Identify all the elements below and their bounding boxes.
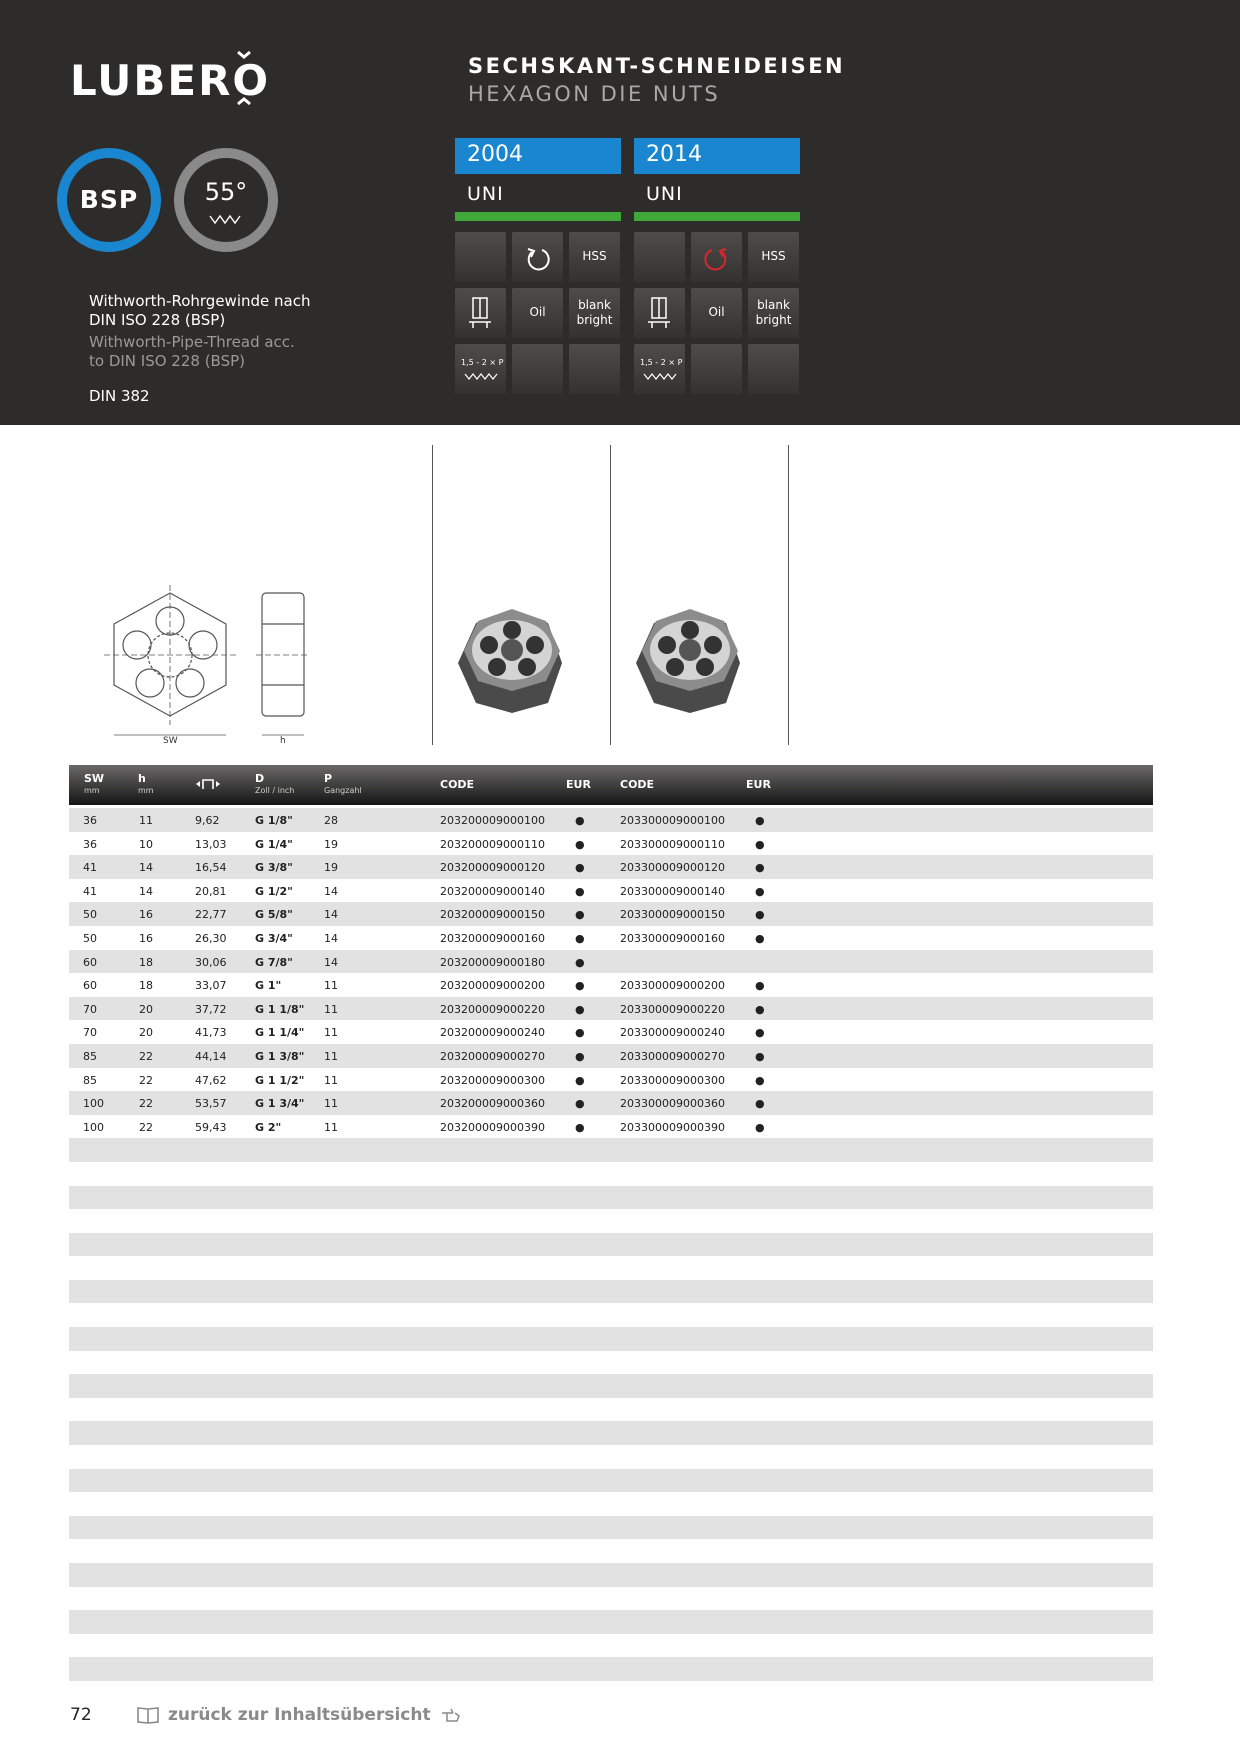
cell-d: G 1/4": [255, 837, 293, 851]
rotation-left-icon: [691, 232, 742, 282]
cell-p: 11: [324, 1120, 338, 1134]
description-en-line2: to DIN ISO 228 (BSP): [89, 352, 246, 370]
back-to-toc-label: zurück zur Inhaltsübersicht: [168, 1705, 431, 1725]
cell-eur2: ●: [755, 1120, 765, 1134]
cell-code2: 203300009000160: [620, 931, 725, 945]
cell-code2: 203300009000100: [620, 814, 725, 827]
cell-code2: 203300009000300: [620, 1073, 725, 1087]
cell-code1: 203200009000220: [440, 1002, 545, 1016]
product-column-2004: [455, 138, 621, 394]
cell-eur2: ●: [755, 1049, 765, 1063]
cell-p: 11: [324, 1049, 338, 1063]
cell-sw: 70: [83, 1002, 97, 1016]
cell-eur1: ●: [575, 979, 585, 993]
cell-code1: 203200009000120: [440, 861, 545, 875]
tile-empty: [569, 344, 620, 394]
cell-sw: 85: [83, 1049, 97, 1063]
cell-sw: 100: [83, 1097, 104, 1111]
cell-h: 20: [139, 1002, 153, 1016]
cell-sw: 60: [83, 979, 97, 993]
thread-angle-label: 55°: [204, 178, 248, 206]
cell-code2: 203300009000360: [620, 1097, 725, 1111]
cell-sw: 50: [83, 908, 97, 922]
cell-p: 11: [324, 1026, 338, 1040]
table-row-empty: [69, 1398, 1153, 1422]
finish-label: [569, 298, 620, 328]
col-p: [324, 772, 362, 795]
cell-eur1: ●: [575, 1049, 585, 1063]
bore-dimension-icon: [195, 778, 221, 790]
table-row-empty: [69, 1657, 1153, 1681]
cell-code1: 203200009000240: [440, 1026, 545, 1040]
table-header: [69, 765, 1153, 805]
cell-code1: 203200009000160: [440, 931, 545, 945]
table-row-empty: [69, 1563, 1153, 1587]
col-h: [138, 772, 154, 795]
thread-zigzag-icon: [455, 344, 506, 394]
cell-p: 11: [324, 1097, 338, 1111]
cell-d: G 3/8": [255, 861, 293, 875]
thread-standard-badge: [57, 148, 161, 252]
rotation-right-tile: [512, 232, 563, 282]
table-row: [69, 973, 1153, 997]
thread-length-tile: [455, 344, 506, 394]
cell-d: G 1 1/8": [255, 1002, 305, 1016]
col-code-2: CODE: [620, 778, 655, 791]
cell-p: 14: [324, 955, 338, 969]
table-row-empty: [69, 1280, 1153, 1304]
table-row: [69, 1115, 1153, 1139]
cell-d: G 1 1/2": [255, 1073, 305, 1087]
cell-sw: 41: [83, 861, 97, 875]
table-row: [69, 997, 1153, 1021]
tile-empty: [634, 232, 685, 282]
table-row: [69, 1020, 1153, 1044]
description-de-line2: DIN ISO 228 (BSP): [89, 311, 226, 329]
product-photo-2014: [636, 609, 740, 713]
cell-d: G 1/2": [255, 884, 293, 898]
cell-dim: 41,73: [195, 1026, 227, 1040]
cell-eur2: ●: [755, 861, 765, 875]
cell-eur2: ●: [755, 884, 765, 898]
tile-empty: [512, 344, 563, 394]
cell-h: 14: [139, 861, 153, 875]
cell-p: 11: [324, 1073, 338, 1087]
thread-length-tile: [634, 344, 685, 394]
cell-code2: 203300009000270: [620, 1049, 725, 1063]
page-title-de: SECHSKANT-SCHNEIDEISEN: [468, 54, 846, 78]
finish-de: blank: [757, 298, 790, 312]
finish-de: blank: [578, 298, 611, 312]
cell-d: G 1/8": [255, 814, 293, 827]
col-d-label: D: [255, 772, 265, 785]
cell-code2: 203300009000200: [620, 979, 725, 993]
material-label: HSS: [761, 249, 786, 263]
description-en: [89, 333, 295, 371]
product-photo-2004: [458, 609, 562, 713]
table-row-empty: [69, 1492, 1153, 1516]
cell-eur1: ●: [575, 931, 585, 945]
brand-name: LUBERO: [70, 56, 271, 105]
cell-code1: 203200009000150: [440, 908, 545, 922]
cell-p: 19: [324, 837, 338, 851]
cell-sw: 36: [83, 814, 97, 827]
cell-sw: 60: [83, 955, 97, 969]
cell-p: 19: [324, 861, 338, 875]
cell-h: 20: [139, 1026, 153, 1040]
dim-label-h: h: [280, 736, 286, 745]
cell-d: G 1 3/8": [255, 1049, 305, 1063]
brand-logo: [70, 48, 270, 110]
cell-d: G 7/8": [255, 955, 293, 969]
cell-dim: 20,81: [195, 884, 227, 898]
cell-dim: 59,43: [195, 1120, 227, 1134]
table-row: [69, 950, 1153, 974]
col-code-1: CODE: [440, 778, 475, 791]
cell-eur1: ●: [575, 955, 585, 969]
cell-dim: 9,62: [195, 814, 220, 827]
cell-d: G 1": [255, 979, 282, 993]
cell-h: 18: [139, 955, 153, 969]
cell-dim: 44,14: [195, 1049, 227, 1063]
table-row: [69, 879, 1153, 903]
cell-h: 16: [139, 931, 153, 945]
col-d-unit: Zoll / inch: [255, 786, 295, 795]
lubricant-tile: [691, 288, 742, 338]
product-type: UNI: [467, 183, 504, 205]
product-number: 2014: [634, 138, 800, 174]
cell-h: 22: [139, 1120, 153, 1134]
col-h-unit: mm: [138, 786, 154, 795]
cell-h: 22: [139, 1049, 153, 1063]
cell-p: 14: [324, 908, 338, 922]
cell-eur1: ●: [575, 837, 585, 851]
cell-dim: 37,72: [195, 1002, 227, 1016]
cell-code1: 203200009000200: [440, 979, 545, 993]
cell-eur1: ●: [575, 1120, 585, 1134]
cell-h: 14: [139, 884, 153, 898]
cell-eur2: ●: [755, 979, 765, 993]
table-row-empty: [69, 1233, 1153, 1257]
lubricant-label: Oil: [708, 305, 725, 319]
cell-p: 11: [324, 979, 338, 993]
die-holder-icon: [455, 288, 506, 338]
cell-code2: 203300009000140: [620, 884, 725, 898]
col-sw: [84, 772, 104, 795]
cell-eur1: ●: [575, 908, 585, 922]
table-row: [69, 1091, 1153, 1115]
product-property-tiles: [455, 232, 621, 394]
table-row-empty: [69, 1610, 1153, 1634]
cell-sw: 50: [83, 931, 97, 945]
table-row: [69, 832, 1153, 856]
cell-code1: 203200009000180: [440, 955, 545, 969]
tile-empty: [748, 344, 799, 394]
product-number: 2004: [455, 138, 621, 174]
cell-sw: 85: [83, 1073, 97, 1087]
cell-d: G 3/4": [255, 931, 293, 945]
cell-code2: 203300009000110: [620, 837, 725, 851]
product-color-bar: [455, 212, 621, 221]
cell-h: 22: [139, 1097, 153, 1111]
product-column-2014: [634, 138, 800, 394]
table-row-empty: [69, 1634, 1153, 1658]
cell-code1: 203200009000100: [440, 814, 545, 827]
cell-eur1: ●: [575, 861, 585, 875]
table-row-empty: [69, 1587, 1153, 1611]
cell-eur2: ●: [755, 1073, 765, 1087]
tile-empty: [691, 344, 742, 394]
table-row-empty: [69, 1351, 1153, 1375]
table-row-empty: [69, 1421, 1153, 1445]
cell-dim: 26,30: [195, 931, 227, 945]
rotation-right-icon: [512, 232, 563, 282]
cell-eur1: ●: [575, 1026, 585, 1040]
table-row: [69, 1068, 1153, 1092]
product-property-tiles: [634, 232, 800, 394]
cell-code1: 203200009000300: [440, 1073, 545, 1087]
cell-p: 28: [324, 814, 338, 827]
cell-p: 11: [324, 1002, 338, 1016]
cell-p: 14: [324, 931, 338, 945]
thread-angle-badge: [174, 148, 278, 252]
table-body: [69, 808, 1153, 1681]
cell-dim: 22,77: [195, 908, 227, 922]
cell-d: G 1 3/4": [255, 1097, 305, 1111]
cell-code1: 203200009000110: [440, 837, 545, 851]
die-holder-tile: [634, 288, 685, 338]
table-row: [69, 808, 1153, 832]
table-row-empty: [69, 1303, 1153, 1327]
tile-empty: [455, 232, 506, 282]
material-tile: [748, 232, 799, 282]
cell-h: 18: [139, 979, 153, 993]
cell-code2: 203300009000150: [620, 908, 725, 922]
cell-eur2: ●: [755, 837, 765, 851]
cell-eur2: ●: [755, 1026, 765, 1040]
cell-dim: 13,03: [195, 837, 227, 851]
cell-eur1: ●: [575, 1097, 585, 1111]
table-row-empty: [69, 1539, 1153, 1563]
cell-code2: 203300009000120: [620, 861, 725, 875]
cell-d: G 2": [255, 1120, 282, 1134]
table-row-empty: [69, 1327, 1153, 1351]
table-row: [69, 1044, 1153, 1068]
col-sw-label: SW: [84, 772, 105, 785]
table-row-empty: [69, 1374, 1153, 1398]
book-icon: [136, 1705, 160, 1725]
page-header: [0, 0, 1240, 425]
cell-sw: 36: [83, 837, 97, 851]
lubricant-label: Oil: [529, 305, 546, 319]
table-row-empty: [69, 1469, 1153, 1493]
hexagon-front-view: [104, 585, 236, 735]
col-sw-unit: mm: [84, 786, 100, 795]
cell-dim: 47,62: [195, 1073, 227, 1087]
die-holder-tile: [455, 288, 506, 338]
cell-h: 16: [139, 908, 153, 922]
col-d: [255, 772, 294, 795]
table-row-empty: [69, 1256, 1153, 1280]
cell-eur2: ●: [755, 908, 765, 922]
lubricant-tile: [512, 288, 563, 338]
page-title-en: HEXAGON DIE NUTS: [468, 82, 721, 106]
table-row-empty: [69, 1162, 1153, 1186]
finish-en: bright: [755, 313, 792, 327]
cell-code1: 203200009000140: [440, 884, 545, 898]
product-color-bar: [634, 212, 800, 221]
din-standard: DIN 382: [89, 387, 150, 405]
dim-label-sw: SW: [163, 736, 178, 745]
table-row: [69, 926, 1153, 950]
cell-eur2: ●: [755, 1097, 765, 1111]
thread-zigzag-icon: [634, 344, 685, 394]
cell-eur2: ●: [755, 931, 765, 945]
finish-en: bright: [576, 313, 613, 327]
cell-eur1: ●: [575, 1073, 585, 1087]
cell-p: 14: [324, 884, 338, 898]
material-tile: [569, 232, 620, 282]
description-de: [89, 292, 310, 330]
cell-h: 22: [139, 1073, 153, 1087]
thread-zigzag-icon: [209, 213, 243, 225]
product-type: UNI: [646, 183, 683, 205]
cell-d: G 5/8": [255, 908, 293, 922]
cell-dim: 33,07: [195, 979, 227, 993]
col-p-unit: Gangzahl: [324, 786, 362, 795]
table-row: [69, 855, 1153, 879]
thread-length-label: 1,5 - 2 × P: [461, 358, 504, 367]
col-h-label: h: [138, 772, 146, 785]
cell-code2: 203300009000240: [620, 1026, 725, 1040]
cell-sw: 100: [83, 1120, 104, 1134]
table-row-empty: [69, 1209, 1153, 1233]
page-number: 72: [70, 1705, 92, 1725]
table-row-empty: [69, 1445, 1153, 1469]
col-eur-1: EUR: [566, 778, 591, 791]
cell-eur2: ●: [755, 814, 765, 827]
cell-d: G 1 1/4": [255, 1026, 305, 1040]
technical-drawings: [0, 445, 1240, 745]
cell-sw: 41: [83, 884, 97, 898]
description-en-line1: Withworth-Pipe-Thread acc.: [89, 333, 295, 351]
cell-h: 11: [139, 814, 153, 827]
table-row-empty: [69, 1186, 1153, 1210]
cell-code2: 203300009000390: [620, 1120, 725, 1134]
thread-length-label: 1,5 - 2 × P: [640, 358, 683, 367]
pointing-hand-icon: [439, 1705, 463, 1725]
description-de-line1: Withworth-Rohrgewinde nach: [89, 292, 311, 310]
cell-code1: 203200009000390: [440, 1120, 545, 1134]
material-label: HSS: [582, 249, 607, 263]
col-p-label: P: [324, 772, 333, 785]
back-to-toc-link[interactable]: [136, 1705, 463, 1725]
thread-standard-label: BSP: [79, 185, 139, 214]
cell-eur2: ●: [755, 1002, 765, 1016]
table-row-empty: [69, 1138, 1153, 1162]
table-row: [69, 902, 1153, 926]
cell-dim: 53,57: [195, 1097, 227, 1111]
finish-tile: [569, 288, 620, 338]
col-dimension-icon: [195, 778, 221, 793]
die-holder-icon: [634, 288, 685, 338]
table-row-empty: [69, 1516, 1153, 1540]
finish-tile: [748, 288, 799, 338]
col-eur-2: EUR: [746, 778, 771, 791]
cell-dim: 16,54: [195, 861, 227, 875]
cell-eur1: ●: [575, 884, 585, 898]
cell-sw: 70: [83, 1026, 97, 1040]
cell-eur1: ●: [575, 1002, 585, 1016]
hexagon-side-view: [256, 593, 310, 735]
cell-dim: 30,06: [195, 955, 227, 969]
cell-h: 10: [139, 837, 153, 851]
cell-code2: 203300009000220: [620, 1002, 725, 1016]
finish-label: [748, 298, 799, 328]
cell-code1: 203200009000270: [440, 1049, 545, 1063]
cell-eur1: ●: [575, 814, 585, 827]
cell-code1: 203200009000360: [440, 1097, 545, 1111]
rotation-left-tile: [691, 232, 742, 282]
